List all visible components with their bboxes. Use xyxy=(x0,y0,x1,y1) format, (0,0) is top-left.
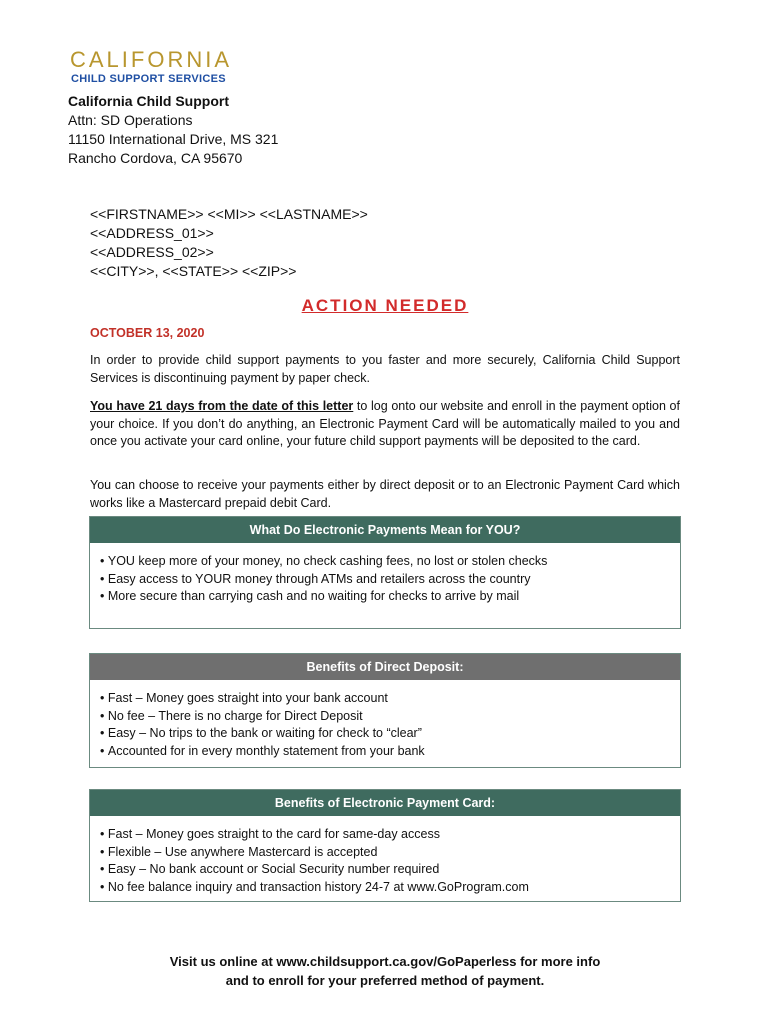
box-title: Benefits of Direct Deposit: xyxy=(90,654,680,680)
electronic-payments-box xyxy=(89,516,681,629)
recipient-address-line: <<ADDRESS_01>> xyxy=(90,225,214,241)
list-item: • No fee balance inquiry and transaction history 24-7 at www.GoProgram.com xyxy=(100,879,670,897)
options-paragraph: You can choose to receive your payments either by direct deposit or to an Electronic Payment Card which works like a Mastercard prepaid debit Card. xyxy=(90,478,680,510)
return-address-line: 11150 International Drive, MS 321 xyxy=(68,131,279,147)
recipient-address-line: <<ADDRESS_02>> xyxy=(90,244,214,260)
recipient-name: <<FIRSTNAME>> <<MI>> <<LASTNAME>> xyxy=(90,206,368,222)
list-item: • Accounted for in every monthly statement from your bank xyxy=(100,743,670,761)
action-needed-headline: ACTION NEEDED xyxy=(301,296,469,315)
list-item: • Fast – Money goes straight into your bank account xyxy=(100,690,670,708)
letter-date: OCTOBER 13, 2020 xyxy=(90,326,205,340)
payment-card-box xyxy=(89,789,681,902)
benefit-list xyxy=(90,543,680,616)
recipient-address xyxy=(90,205,368,281)
list-item: • Easy – No trips to the bank or waiting for check to “clear” xyxy=(100,725,670,743)
recipient-city-line: <<CITY>>, <<STATE>> <<ZIP>> xyxy=(90,263,297,279)
deadline-emphasis: You have 21 days from the date of this letter xyxy=(90,399,354,413)
list-item: • Flexible – Use anywhere Mastercard is accepted xyxy=(100,844,670,862)
return-address-line: Rancho Cordova, CA 95670 xyxy=(68,150,243,166)
deadline-paragraph xyxy=(90,398,680,451)
intro-paragraph: In order to provide child support payments to you faster and more securely, California Child Support Services is discontinuing payment by paper check. xyxy=(90,353,680,385)
return-address-line: Attn: SD Operations xyxy=(68,112,193,128)
list-item: • YOU keep more of your money, no check cashing fees, no lost or stolen checks xyxy=(100,553,670,571)
list-item: • Fast – Money goes straight to the card for same-day access xyxy=(100,826,670,844)
box-title: What Do Electronic Payments Mean for YOU? xyxy=(90,517,680,543)
california-child-support-logo xyxy=(70,48,232,86)
direct-deposit-box xyxy=(89,653,681,768)
footer-line: and to enroll for your preferred method of payment. xyxy=(225,973,545,988)
return-address-name: California Child Support xyxy=(68,93,229,109)
list-item: • Easy access to YOUR money through ATMs and retailers across the country xyxy=(100,571,670,589)
return-address xyxy=(68,92,278,168)
footer-note xyxy=(0,952,770,990)
list-item: • Easy – No bank account or Social Security number required xyxy=(100,861,670,879)
logo-subtitle: CHILD SUPPORT SERVICES xyxy=(71,73,226,85)
benefit-list xyxy=(90,680,680,770)
deadline-text: to log onto our website and enroll in the payment option of your choice. If you don’t do anything, an Electronic Payment Card will be automatically mailed to you and once you activate your card online, your future child support payments will be deposited to the card. xyxy=(90,399,680,448)
box-title: Benefits of Electronic Payment Card: xyxy=(90,790,680,816)
benefit-list xyxy=(90,816,680,906)
footer-line: Visit us online at www.childsupport.ca.gov/GoPaperless for more info xyxy=(169,954,601,969)
list-item: • No fee – There is no charge for Direct Deposit xyxy=(100,708,670,726)
list-item: • More secure than carrying cash and no waiting for checks to arrive by mail xyxy=(100,588,670,606)
logo-wordmark: CALIFORNIA xyxy=(70,47,233,72)
